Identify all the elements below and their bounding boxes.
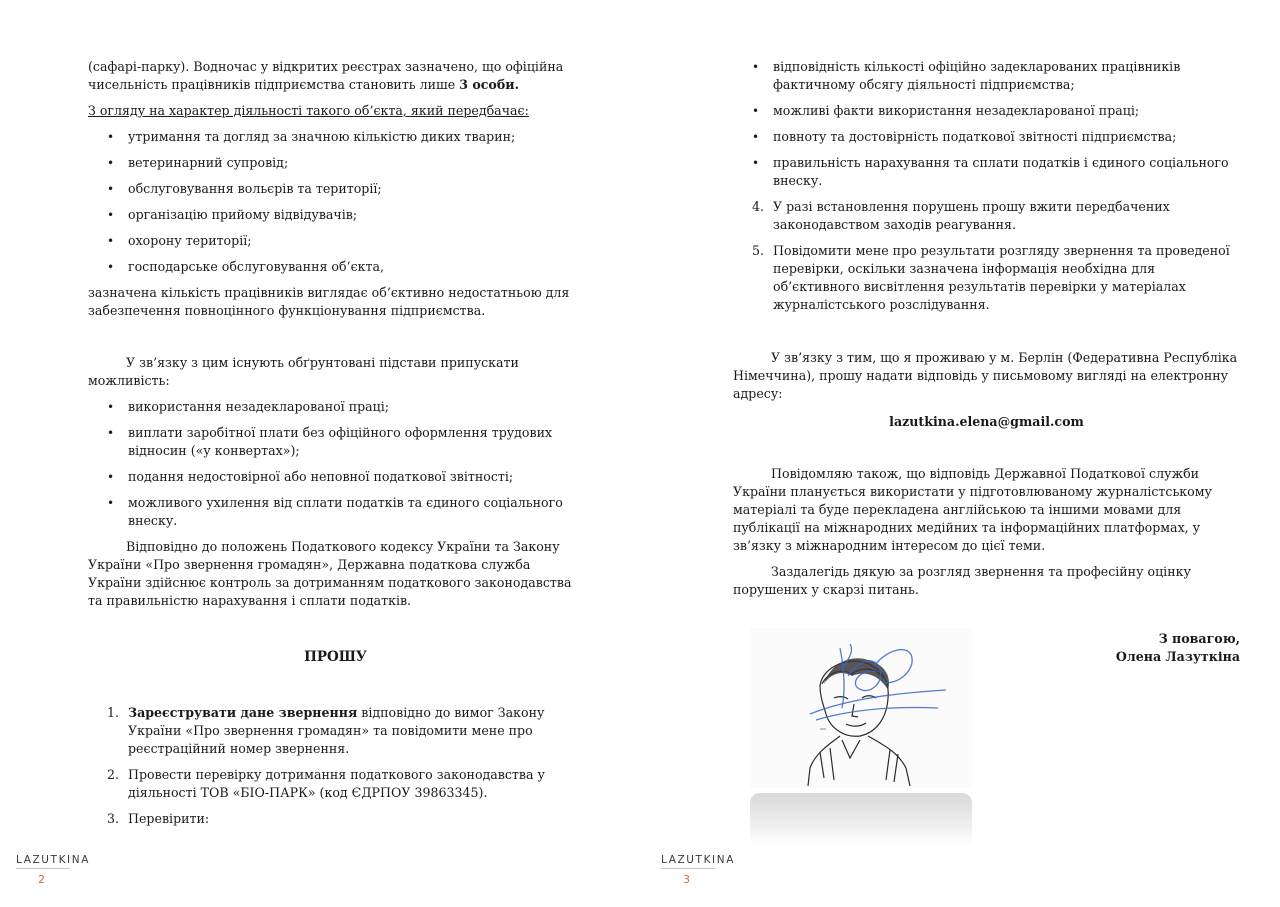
closing-regards bbox=[1116, 630, 1240, 666]
list-item: • можливі факти використання незадекларованої праці; bbox=[733, 102, 1240, 120]
list-item: • обслуговування вольєрів та території; bbox=[88, 180, 583, 198]
requests-list bbox=[88, 704, 583, 828]
list-item: 1. Зареєструвати дане звернення відповідно до вимог Закону України «Про звернення громадян» та повідомити мене про реєстраційний номер звернення. bbox=[107, 705, 545, 756]
list-item: • виплати заробітної плати без офіційного оформлення трудових відносин («у конвертах»); bbox=[88, 424, 583, 460]
page-3-content bbox=[733, 58, 1240, 599]
list-item: • охорону території; bbox=[88, 232, 583, 250]
list-item: • господарське обслуговування об’єкта, bbox=[88, 258, 583, 276]
item-number: 1. bbox=[107, 705, 120, 720]
logo-underline bbox=[661, 868, 715, 869]
item-number: 5. bbox=[752, 243, 765, 258]
list-item: 4. У разі встановлення порушень прошу вжити передбачених законодавством заходів реагування. bbox=[752, 199, 1170, 232]
requests-list-continued bbox=[733, 198, 1240, 314]
staff-count-bold: 3 особи. bbox=[459, 77, 519, 92]
list-item: • відповідність кількості офіційно задекларованих працівників фактичному обсягу діяльності підприємства; bbox=[733, 58, 1240, 94]
list-item: 3. Перевірити: bbox=[107, 811, 210, 826]
item-number: 2. bbox=[107, 767, 120, 782]
heading-proshu: ПРОШУ bbox=[304, 649, 367, 665]
lazutkina-logo: LAZUTKINA bbox=[661, 854, 735, 869]
page-2-content bbox=[88, 58, 583, 828]
item-number: 4. bbox=[752, 199, 765, 214]
list-item: • використання незадекларованої праці; bbox=[88, 398, 583, 416]
paragraph-activity-intro: З огляду на характер діяльності такого об’єкта, який передбачає: bbox=[88, 103, 529, 118]
list-item: • можливого ухилення від сплати податків та єдиного соціального внеску. bbox=[88, 494, 583, 530]
list-item: • утримання та догляд за значною кількістю диких тварин; bbox=[88, 128, 583, 146]
paragraph-tax-code: Відповідно до положень Податкового кодексу України та Закону України «Про звернення громадян», Державна податкова служба України здійснює контроль за дотриманням податкового законодавства та правильністю нарахування і сплати податків. bbox=[88, 539, 572, 608]
paragraph-staff-count: (сафарі-парку). Водночас у відкритих реєстрах зазначено, що офіційна чисельність працівників підприємства становить лише 3 особи. bbox=[88, 59, 564, 92]
activities-list bbox=[88, 128, 583, 276]
page-3 bbox=[640, 0, 1280, 907]
paragraph-thanks: Заздалегідь дякую за розгляд звернення та професійну оцінку порушених у скарзі питань. bbox=[733, 564, 1191, 597]
checks-list bbox=[733, 58, 1240, 190]
list-item: • правильність нарахування та сплати податків і єдиного соціального внеску. bbox=[733, 154, 1240, 190]
email-address: lazutkina.elena@gmail.com bbox=[889, 414, 1084, 429]
list-item: 5. Повідомити мене про результати розгляду звернення та проведеної перевірки, оскільки зазначена інформація необхідна для об’єктивного висвітлення результатів перевірки у матеріалах журналістського розслідування. bbox=[752, 243, 1230, 312]
paragraph-insufficient-staff: зазначена кількість працівників виглядає об’єктивно недостатньою для забезпечення повноцінного функціонування підприємства. bbox=[88, 285, 570, 318]
signature-area bbox=[750, 628, 972, 843]
paragraph-publication: Повідомляю також, що відповідь Державної Податкової служби України планується використати у підготовлюваному журналістському матеріалі та буде перекладена англійською та іншими мовами для публікації на міжнародних медійних та інформаційних платформах, у зв’язку з міжнародним інтересом до цієї теми. bbox=[733, 466, 1212, 553]
item-number: 3. bbox=[107, 811, 120, 826]
list-item: • подання недостовірної або неповної податкової звітності; bbox=[88, 468, 583, 486]
list-item: • організацію прийому відвідувачів; bbox=[88, 206, 583, 224]
list-item: • повноту та достовірність податкової звітності підприємства; bbox=[733, 128, 1240, 146]
paragraph-grounds: У зв’язку з цим існують обґрунтовані підстави припускати можливість: bbox=[88, 355, 519, 388]
signature-placeholder-box bbox=[750, 793, 972, 845]
logo-underline bbox=[16, 868, 70, 869]
signature-portrait-image bbox=[750, 628, 972, 788]
paragraph-berlin: У зв’язку з тим, що я проживаю у м. Берлін (Федеративна Республіка Німеччина), прошу надати відповідь у письмовому вигляді на електронну адресу: bbox=[733, 350, 1238, 401]
lazutkina-logo: LAZUTKINA bbox=[16, 854, 90, 869]
possibilities-list bbox=[88, 398, 583, 530]
regards-line: З повагою, bbox=[1158, 631, 1240, 646]
request-bold: Зареєструвати дане звернення bbox=[128, 705, 358, 720]
page-number: 2 bbox=[38, 873, 45, 886]
list-item: 2. Провести перевірку дотримання податкового законодавства у діяльності ТОВ «БІО-ПАРК» (код ЄДРПОУ 39863345). bbox=[107, 767, 545, 800]
list-item: • ветеринарний супровід; bbox=[88, 154, 583, 172]
author-name: Олена Лазуткіна bbox=[1115, 649, 1240, 664]
page-number: 3 bbox=[683, 873, 690, 886]
